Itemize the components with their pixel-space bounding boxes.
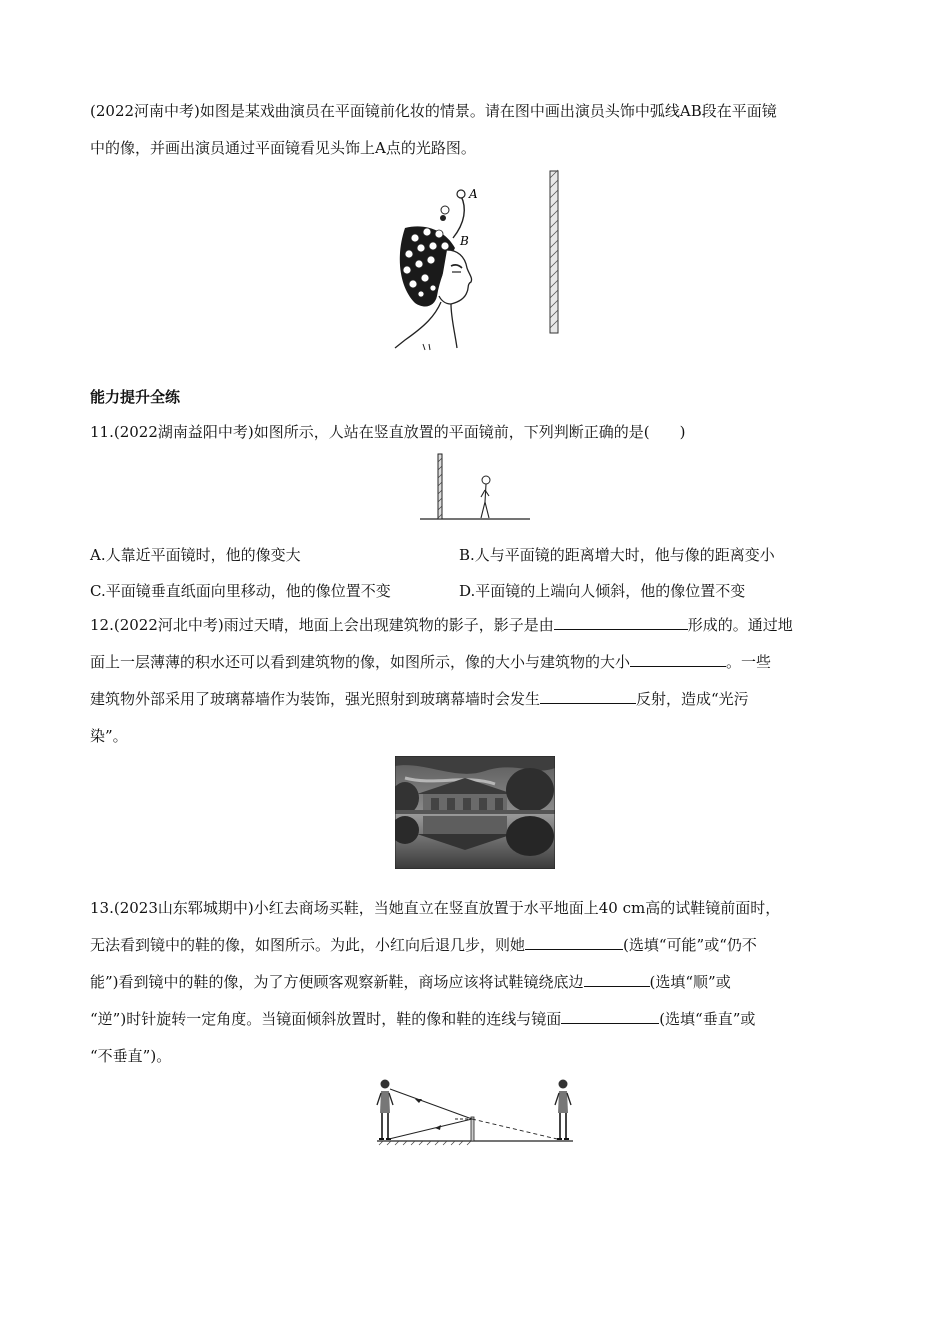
q13-line-1: 13.(2023山东郓城期中)小红去商场买鞋，当她直立在竖直放置于水平地面上40 cm高的试鞋镜前面时， bbox=[90, 899, 781, 917]
q13-line-2-b: (选填“可能”或“仍不 bbox=[623, 936, 757, 954]
question-10-text bbox=[90, 93, 865, 167]
q13-line-2-a: 无法看到镜中的鞋的像，如图所示。为此，小红向后退几步，则她 bbox=[90, 936, 526, 954]
q12-line-3-b: 反射，造成“光污 bbox=[636, 690, 749, 708]
q12-line-2-a: 面上一层薄薄的积水还可以看到建筑物的像，如图所示，像的大小与建筑物的大小 bbox=[90, 653, 631, 671]
question-12-text bbox=[90, 607, 865, 755]
q12-line-4: 染”。 bbox=[90, 727, 128, 745]
q12-line-1-a: 12.(2022河北中考)雨过天晴，地面上会出现建筑物的影子，影子是由 bbox=[90, 616, 554, 634]
q13-blank-1[interactable] bbox=[525, 933, 623, 950]
q10-line-2: 中的像，并画出演员通过平面镜看见头饰上A点的光路图。 bbox=[90, 139, 476, 157]
q12-line-2-b: 。一些 bbox=[726, 653, 772, 671]
q12-line-3-a: 建筑物外部采用了玻璃幕墙作为装饰，强光照射到玻璃幕墙时会发生 bbox=[90, 690, 541, 708]
label-b: B bbox=[460, 234, 469, 248]
q12-blank-2[interactable] bbox=[630, 650, 726, 667]
q11-stem-text: 11.(2022湖南益阳中考)如图所示，人站在竖直放置的平面镜前，下列判断正确的是( ) bbox=[90, 423, 686, 441]
q13-line-4 bbox=[90, 1001, 865, 1038]
q13-line-4-b: (选填“垂直”或 bbox=[659, 1010, 756, 1028]
q12-line-1 bbox=[90, 607, 865, 644]
q13-line-3-a: 能”)看到镜中的鞋的像，为了方便顾客观察新鞋，商场应该将试鞋镜绕底边 bbox=[90, 973, 584, 991]
question-11-stem bbox=[90, 414, 865, 451]
q11-option-a[interactable]: A.人靠近平面镜时，他的像变大 bbox=[90, 546, 301, 564]
q13-line-3-b: (选填“顺”或 bbox=[649, 973, 731, 991]
opera-actor-mirror-figure bbox=[385, 168, 565, 353]
q12-blank-1[interactable] bbox=[554, 613, 688, 630]
label-a: A bbox=[469, 187, 478, 201]
q12-line-2 bbox=[90, 644, 865, 681]
q12-line-3 bbox=[90, 681, 865, 718]
q11-option-c[interactable]: C.平面镜垂直纸面向里移动，他的像位置不变 bbox=[90, 582, 391, 600]
q11-option-d[interactable]: D.平面镜的上端向人倾斜，他的像位置不变 bbox=[459, 582, 746, 600]
q13-line-4-a: “逆”)时针旋转一定角度。当镜面倾斜放置时，鞋的像和鞋的连线与镜面 bbox=[90, 1010, 562, 1028]
person-mirror-figure bbox=[418, 450, 533, 522]
q13-line-3 bbox=[90, 964, 865, 1001]
q13-line-2 bbox=[90, 927, 865, 964]
question-13-text bbox=[90, 890, 865, 1075]
shoe-mirror-figure bbox=[375, 1075, 575, 1147]
q11-option-b[interactable]: B.人与平面镜的距离增大时，他与像的距离变小 bbox=[459, 546, 775, 564]
q13-line-5: “不垂直”)。 bbox=[90, 1047, 172, 1065]
section-heading: 能力提升全练 bbox=[90, 388, 181, 406]
q13-blank-3[interactable] bbox=[561, 1007, 659, 1024]
q10-line-1: (2022河南中考)如图是某戏曲演员在平面镜前化妆的情景。请在图中画出演员头饰中弧线AB段在平面镜 bbox=[90, 102, 777, 120]
q12-line-1-b: 形成的。通过地 bbox=[687, 616, 793, 634]
building-reflection-photo bbox=[395, 756, 555, 869]
q12-blank-3[interactable] bbox=[540, 687, 636, 704]
q13-blank-2[interactable] bbox=[584, 970, 650, 987]
